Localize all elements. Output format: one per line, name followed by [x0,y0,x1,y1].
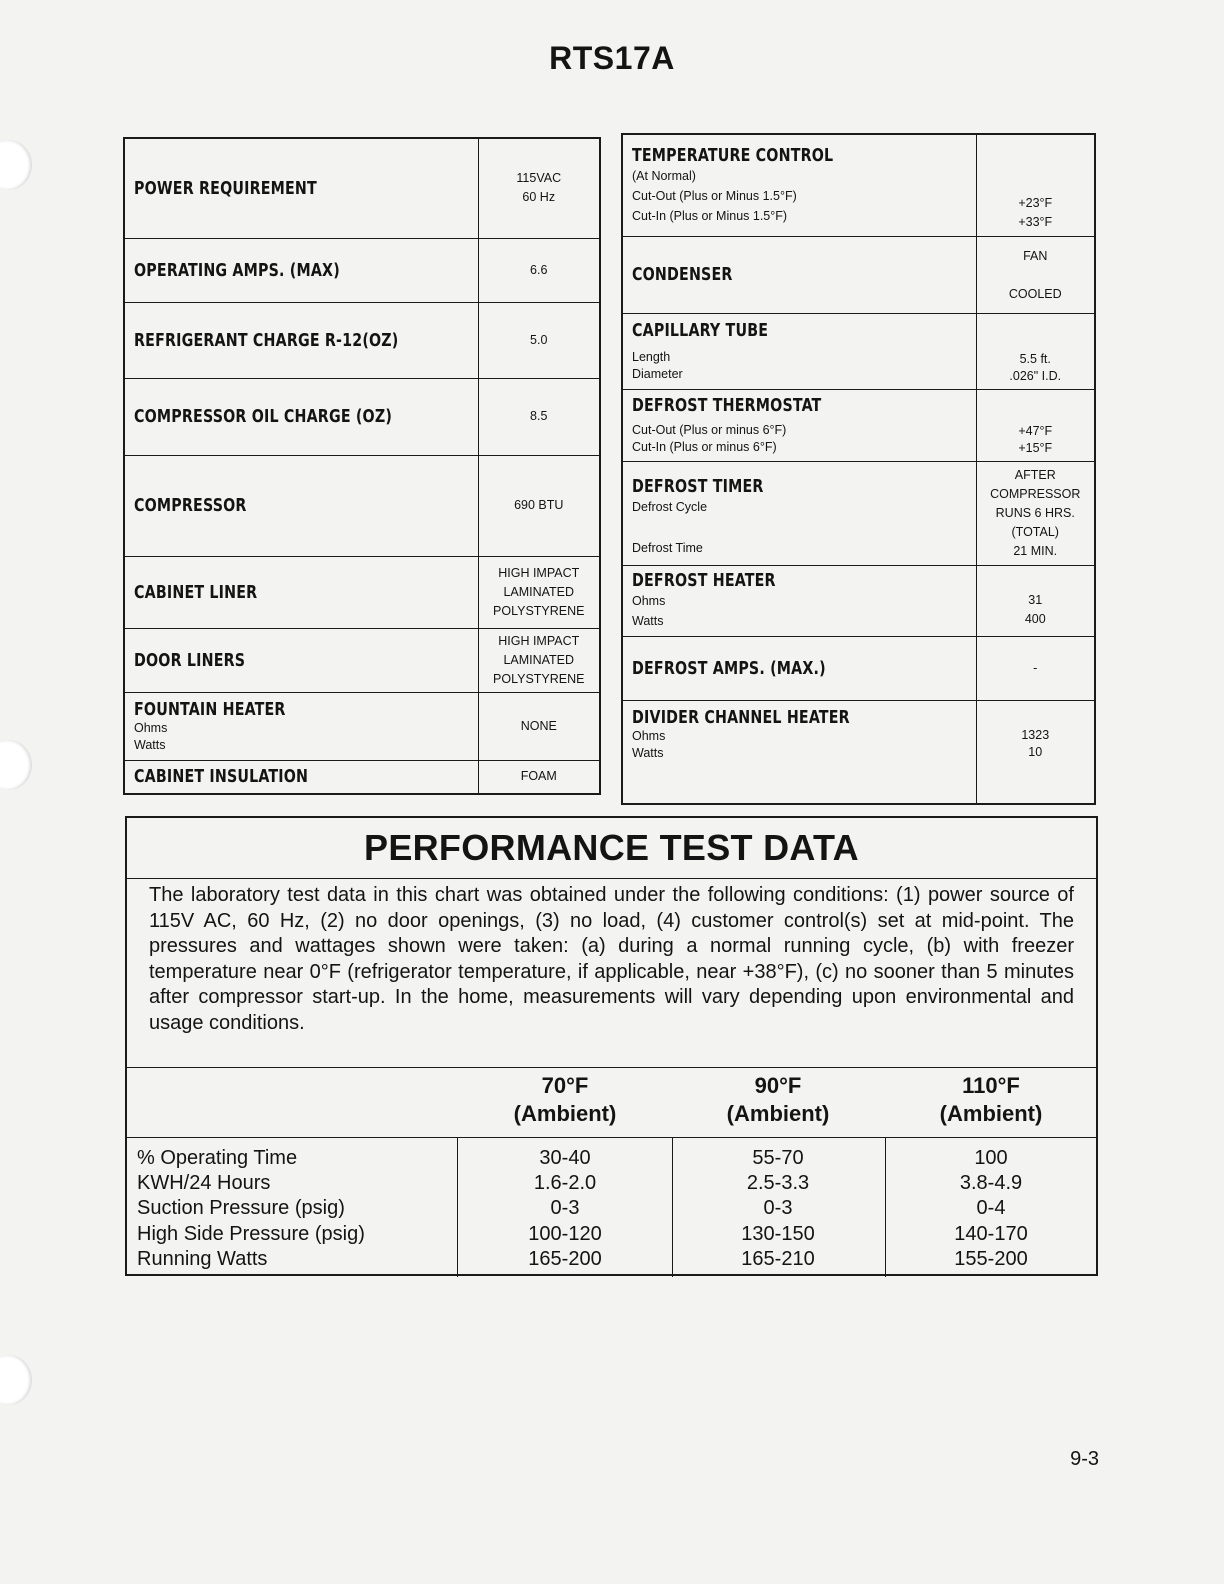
spec-sublabel: (At Normal) [632,168,696,183]
spec-label: CABINET INSULATION [134,766,309,788]
spec-value: - [1033,660,1038,675]
spec-sublabel: Watts [632,614,664,628]
spec-label: DEFROST HEATER [632,570,776,591]
spec-label: CABINET LINER [134,581,258,603]
column-header-70f [459,1072,671,1128]
spec-value: (TOTAL) [1011,524,1059,539]
spec-value: 6.6 [530,262,548,277]
spec-value: 10 [1028,744,1043,759]
spec-label: DIVIDER CHANNEL HEATER [632,706,850,728]
column-header-temp: 110°F [962,1073,1020,1098]
spec-value: 1323 [1021,727,1050,742]
spec-row [622,636,1095,700]
spec-value: 690 BTU [514,498,564,512]
page-number: 9-3 [1070,1448,1099,1470]
spec-value: LAMINATED [503,584,575,599]
performance-intro-text: The laboratory test data in this chart was obtained under the following conditions: (1) power source of 115V AC, 60 Hz, (2) no door openings, (3) no load, (4) customer control(s) set at mid-point. The pressures and wattages shown were taken: (a) during a normal running cycle, (b) with freezer temperature near 0°F (refrigerator temperature, if applicable, near +38°F), (c) no sooner than 5 minutes after compressor start-up. In the home, measurements will vary depending upon environmental and usage conditions. [127,879,1096,1068]
data-cell: 55-70 [752,1147,804,1169]
data-cell: 0-3 [550,1197,580,1220]
spec-value: 400 [1024,611,1046,626]
data-cell: 130-150 [741,1222,815,1245]
data-cell: 100 [974,1147,1008,1169]
spec-value: +33°F [1018,214,1053,229]
spec-row [124,302,600,378]
spec-value: +15°F [1018,440,1053,455]
spec-row [124,760,600,794]
spec-value: HIGH IMPACT [498,633,580,648]
spec-sublabel: Cut-In (Plus or minus 6°F) [632,439,777,454]
spec-value: .026" I.D. [1009,368,1062,383]
binder-hole-top [0,140,32,190]
data-cell: 165-200 [528,1247,602,1270]
spec-row [124,692,600,760]
spec-sublabel: Cut-Out (Plus or Minus 1.5°F) [632,188,797,203]
spec-row [622,461,1095,565]
column-header-sub: (Ambient) [726,1101,830,1126]
column-header-temp: 90°F [754,1073,802,1098]
data-cell: 1.6-2.0 [533,1172,597,1195]
spec-label: OPERATING AMPS. (MAX) [134,259,340,281]
spec-label: COMPRESSOR OIL CHARGE (OZ) [134,406,393,427]
data-cell: 0-4 [976,1197,1006,1220]
spec-label: REFRIGERANT CHARGE R-12(OZ) [134,329,399,351]
spec-row [124,238,600,302]
spec-label: FOUNTAIN HEATER [134,698,286,720]
spec-value: +47°F [1018,423,1053,438]
binder-hole-middle [0,740,32,790]
spec-sublabel: Diameter [632,366,683,381]
spec-row [124,556,600,628]
spec-value: FOAM [520,769,557,784]
performance-data-grid [127,1138,1096,1277]
spec-row [124,455,600,556]
row-label: % Operating Time [137,1147,298,1169]
spec-value: COOLED [1008,286,1062,301]
column-values-110f [885,1146,1097,1272]
row-label: Running Watts [137,1247,268,1270]
spec-row [622,313,1095,389]
spec-row [622,389,1095,461]
spec-sublabel: Defrost Cycle [632,499,708,514]
spec-label: CONDENSER [632,264,733,285]
spec-value: LAMINATED [503,652,575,667]
column-values-90f [672,1146,884,1272]
spec-value: 31 [1028,592,1043,607]
spec-sublabel: Cut-Out (Plus or minus 6°F) [632,422,787,437]
right-spec-table [621,133,1096,805]
spec-sublabel: Watts [134,737,166,752]
spec-sublabel: Watts [632,745,664,760]
spec-row [622,700,1095,804]
spec-value: RUNS 6 HRS. [995,505,1075,520]
data-cell: 0-3 [763,1197,793,1220]
spec-row [622,236,1095,313]
spec-value: NONE [520,718,557,733]
spec-row [124,378,600,455]
spec-sublabel: Ohms [632,728,666,743]
spec-value: +23°F [1018,195,1053,210]
spec-value: COMPRESSOR [990,486,1081,501]
spec-value: POLYSTYRENE [493,603,585,618]
spec-row [124,628,600,692]
spec-value: 5.0 [530,332,548,347]
spec-value: POLYSTYRENE [493,671,585,686]
data-cell: 140-170 [954,1222,1028,1245]
spec-sublabel: Length [632,349,671,364]
row-label: KWH/24 Hours [137,1172,271,1195]
column-header-110f [885,1072,1097,1128]
row-label: Suction Pressure (psig) [137,1197,345,1220]
spec-value: HIGH IMPACT [498,565,580,580]
spec-label: CAPILLARY TUBE [632,319,769,341]
column-divider [457,1138,458,1277]
spec-value: 60 Hz [522,190,556,205]
performance-test-data-box [125,816,1098,1276]
performance-title: PERFORMANCE TEST DATA [127,818,1096,879]
spec-value: 21 MIN. [1013,543,1058,558]
left-spec-table [123,137,601,795]
binder-hole-bottom [0,1355,32,1405]
column-values-70f [459,1146,671,1272]
data-cell: 3.8-4.9 [959,1172,1023,1195]
page-title: RTS17A [549,40,675,76]
data-cell: 165-210 [741,1247,815,1270]
column-header-sub: (Ambient) [939,1101,1043,1126]
spec-value: 8.5 [530,409,548,423]
spec-label: DEFROST THERMOSTAT [632,394,822,416]
spec-label: DOOR LINERS [134,649,246,671]
spec-sublabel: Cut-In (Plus or Minus 1.5°F) [632,208,788,223]
spec-sublabel: Ohms [134,720,168,735]
row-label: High Side Pressure (psig) [137,1222,365,1245]
spec-value: 115VAC [516,171,562,186]
spec-value: 5.5 ft. [1019,351,1051,366]
spec-sublabel: Defrost Time [632,540,703,555]
spec-sublabel: Ohms [632,594,666,608]
spec-value: FAN [1023,248,1048,263]
performance-column-headers [127,1068,1096,1138]
column-header-90f [672,1072,884,1128]
spec-label: COMPRESSOR [134,495,247,516]
data-cell: 155-200 [954,1247,1028,1270]
column-header-temp: 70°F [541,1073,589,1098]
spec-label: TEMPERATURE CONTROL [632,144,834,166]
data-cell: 30-40 [539,1147,591,1169]
spec-value: AFTER [1014,467,1056,482]
data-cell: 100-120 [528,1222,602,1245]
data-cell: 2.5-3.3 [746,1172,810,1195]
row-labels [137,1146,365,1272]
spec-label: DEFROST TIMER [632,475,764,497]
spec-row [124,138,600,238]
spec-row [622,565,1095,636]
spec-label: POWER REQUIREMENT [134,177,317,199]
column-header-sub: (Ambient) [513,1101,617,1126]
spec-label: DEFROST AMPS. (MAX.) [632,657,826,679]
spec-row [622,134,1095,236]
